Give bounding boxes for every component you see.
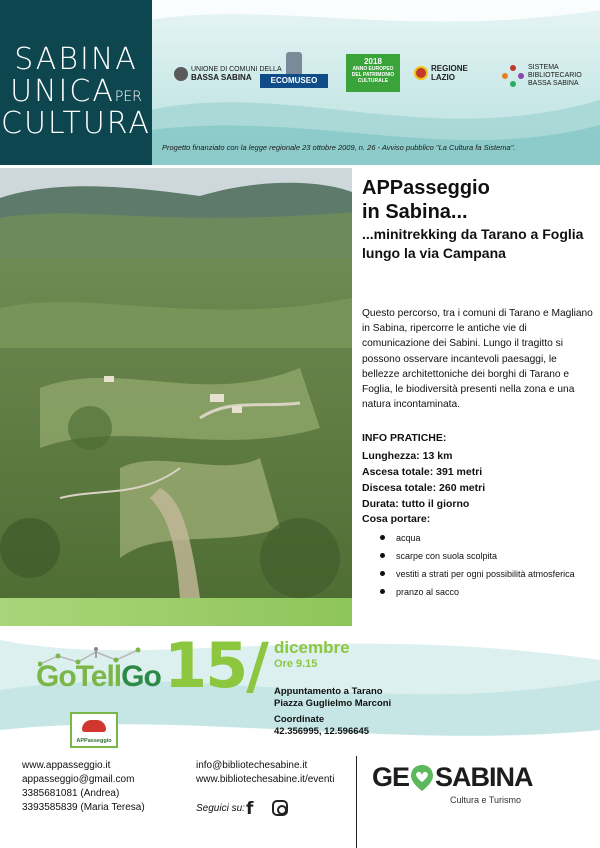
sistema-mark-icon bbox=[502, 65, 524, 87]
meeting-address: Piazza Guglielmo Marconi bbox=[274, 698, 392, 709]
follow-label: Seguici su: bbox=[196, 803, 245, 814]
event-month: dicembre bbox=[274, 638, 350, 657]
bring-heading: Cosa portare: bbox=[362, 513, 431, 525]
bring-list bbox=[378, 531, 578, 603]
list-item: scarpe con suola scolpita bbox=[378, 549, 578, 563]
sabina-unica-per-cultura-logo bbox=[0, 0, 152, 165]
regione-lazio-logo: REGIONE LAZIO bbox=[414, 64, 468, 82]
tower-icon bbox=[286, 52, 302, 74]
event-description: Questo percorso, tra i comuni di Tarano e Magliano in Sabina, ripercorre le antiche vie di comunicazione dei Sabini. Lungo il tragitto si possono osservare incantevoli paesaggi, le bellezze architettoniche dei borghi di Tarano e Foglia, le biodiversità presenti nella zona e una natura incontaminata. bbox=[362, 308, 593, 411]
header-banner bbox=[0, 0, 600, 165]
regione-emblem-icon bbox=[414, 66, 428, 80]
list-item: vestiti a strati per ogni possibilità atmosferica bbox=[378, 567, 578, 581]
unione-emblem-icon bbox=[174, 67, 188, 81]
shoe-icon bbox=[82, 720, 106, 732]
sistema-bibliotecario-logo: SISTEMA BIBLIOTECARIO BASSA SABINA bbox=[502, 64, 582, 88]
funding-note: Progetto finanziato con la legge regionale 23 ottobre 2009, n. 26 - Avviso pubblico "La Cultura fa Sistema". bbox=[162, 143, 516, 152]
phone-maria-teresa: 3393585839 (Maria Teresa) bbox=[22, 802, 145, 813]
event-subtitle: ...minitrekking da Tarano a Foglia lungo la via Campana bbox=[362, 226, 584, 261]
event-time: Ore 9.15 bbox=[274, 658, 318, 670]
events-link[interactable]: www.bibliotechesabine.it/eventi bbox=[196, 774, 335, 785]
info-descent: Discesa totale: 260 metri bbox=[362, 482, 486, 494]
email-link[interactable]: appasseggio@gmail.com bbox=[22, 774, 135, 785]
logo-line-1: SABINA bbox=[14, 42, 138, 77]
geosabina-tagline: Cultura e Turismo bbox=[450, 795, 522, 805]
logo-line-3: CULTURA bbox=[1, 106, 151, 141]
coordinates-value: 42.356995, 12.596645 bbox=[274, 726, 370, 737]
geosabina-logo: GE SABINA bbox=[372, 762, 533, 792]
instagram-icon[interactable] bbox=[272, 800, 288, 816]
info-heading: INFO PRATICHE: bbox=[362, 432, 447, 444]
meeting-place: Appuntamento a Tarano bbox=[274, 686, 383, 697]
ecomuseo-logo: ECOMUSEO bbox=[260, 52, 328, 88]
landscape-photo bbox=[0, 168, 352, 598]
facebook-icon[interactable]: f bbox=[246, 799, 254, 819]
footer-divider bbox=[356, 756, 357, 848]
event-day: 15/ bbox=[164, 629, 267, 702]
info-duration: Durata: tutto il giorno bbox=[362, 498, 470, 510]
info-ascent: Ascesa totale: 391 metri bbox=[362, 466, 483, 478]
list-item: acqua bbox=[378, 531, 578, 545]
site-link[interactable]: www.appasseggio.it bbox=[22, 760, 111, 771]
appasseggio-badge: APPasseggio bbox=[70, 712, 118, 748]
info-email-link[interactable]: info@bibliotechesabine.it bbox=[196, 760, 308, 771]
info-length: Lunghezza: 13 km bbox=[362, 450, 453, 462]
gotellgo-logo: GoTellGo bbox=[36, 660, 161, 693]
logo-line-2: UNICAPER bbox=[10, 74, 142, 109]
coordinates-label: Coordinate bbox=[274, 714, 325, 725]
phone-andrea: 3385681081 (Andrea) bbox=[22, 788, 120, 799]
anno-europeo-badge: 2018 ANNO EUROPEO DEL PATRIMONIO CULTURALE bbox=[346, 54, 400, 92]
map-pin-icon bbox=[410, 764, 434, 792]
unione-comuni-logo: UNIONE DI COMUNI DELLA BASSA SABINA bbox=[174, 56, 282, 92]
event-title: APPasseggio in Sabina... bbox=[362, 177, 490, 223]
list-item: pranzo al sacco bbox=[378, 585, 578, 599]
